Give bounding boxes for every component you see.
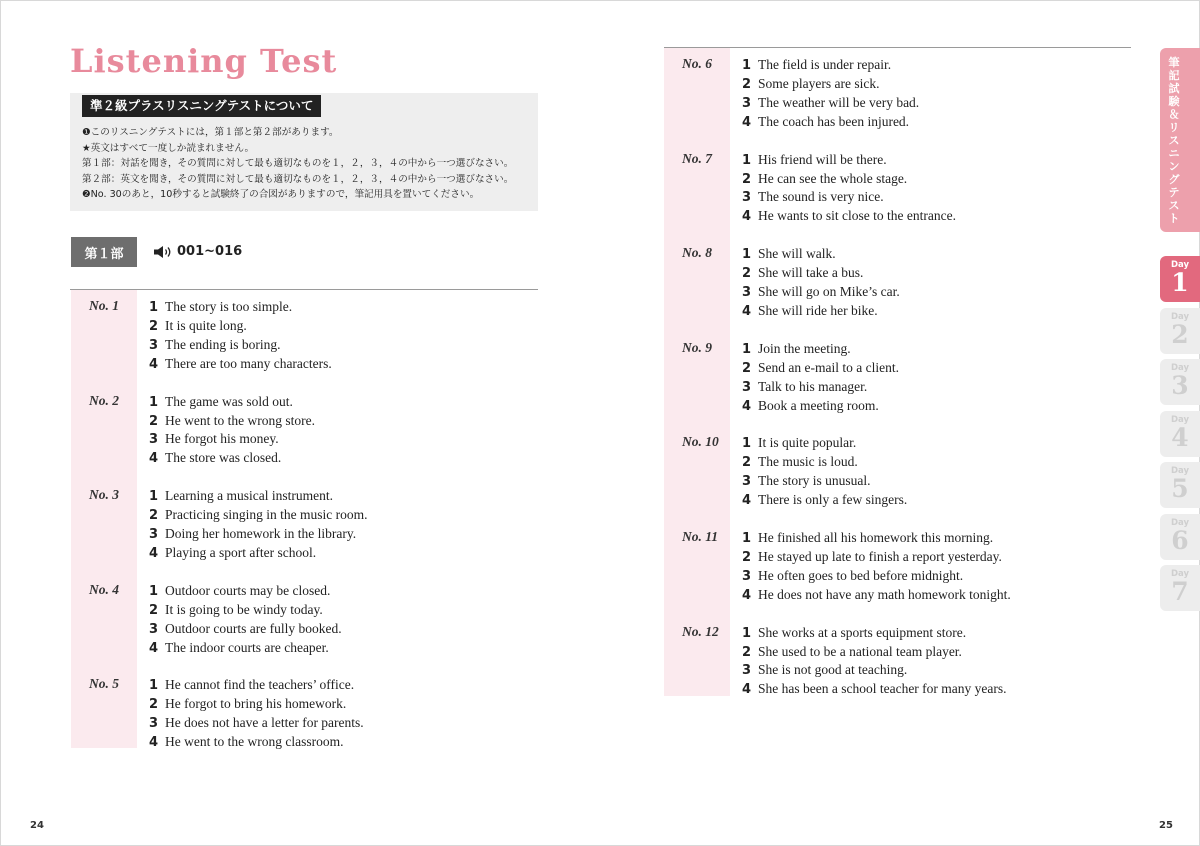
answer-option (742, 93, 919, 113)
option-text: Learning a musical instrument. (165, 488, 333, 504)
answer-option (742, 244, 836, 264)
option-text: He cannot find the teachers’ office. (165, 677, 355, 693)
answer-option (742, 301, 878, 321)
option-number: 1 (149, 394, 159, 410)
answer-option (149, 448, 281, 468)
option-number: 3 (742, 285, 752, 300)
option-text: He often goes to bed before midnight. (758, 567, 964, 583)
option-number: 1 (742, 625, 752, 641)
option-number: 2 (742, 266, 752, 282)
answer-option (742, 452, 858, 472)
page-number-left: 24 (30, 820, 44, 831)
option-text: Playing a sport after school. (165, 544, 317, 560)
option-number: 1 (149, 678, 159, 694)
option-text: The store was closed. (165, 450, 282, 466)
option-text: It is going to be windy today. (165, 601, 323, 617)
instruction-line: ★英文はすべて一度しか読まれません。 (82, 142, 255, 154)
answer-option (149, 619, 342, 639)
question-number: No. 6 (682, 56, 712, 71)
answer-option (742, 679, 1007, 699)
option-number: 4 (742, 114, 752, 130)
option-number: 2 (742, 360, 752, 376)
instruction-line: 第２部：英文を聞き，その質問に対して最も適切なものを１，２，３，４の中から一つ選びなさい。 (82, 173, 514, 185)
answer-option (149, 316, 247, 336)
option-text: She will take a bus. (758, 265, 864, 281)
option-text: He forgot to bring his homework. (165, 696, 347, 712)
day-tab-label: Day (1170, 260, 1190, 270)
option-text: Outdoor courts are fully booked. (165, 620, 342, 636)
option-text: It is quite popular. (758, 435, 857, 451)
option-number: 4 (149, 640, 159, 656)
divider (664, 47, 1131, 48)
day-tab-label: Day (1170, 517, 1190, 528)
option-number: 3 (149, 621, 159, 637)
option-number: 3 (742, 379, 752, 395)
option-text: She will walk. (758, 246, 836, 262)
option-text: He does not have any math homework tonight. (758, 586, 1011, 602)
option-text: The ending is boring. (165, 336, 281, 352)
day-tab-number: 7 (1171, 577, 1189, 606)
answer-option (742, 547, 1002, 567)
option-text: Talk to his manager. (758, 378, 868, 394)
option-number: 3 (742, 190, 752, 206)
answer-option (742, 55, 891, 75)
answer-option (149, 392, 293, 412)
option-text: He went to the wrong store. (165, 412, 315, 428)
answer-option (742, 377, 867, 397)
question-number: No. 7 (682, 150, 712, 166)
option-number: 4 (149, 735, 159, 751)
option-number: 4 (149, 545, 159, 561)
option-text: Send an e-mail to a client. (758, 359, 899, 375)
option-number: 4 (742, 682, 752, 698)
option-number: 1 (742, 531, 752, 546)
option-text: The weather will be very bad. (758, 94, 920, 110)
option-number: 2 (149, 413, 159, 429)
option-text: Join the meeting. (758, 340, 851, 356)
option-number: 4 (149, 356, 159, 372)
option-text: Practicing singing in the music room. (165, 507, 368, 523)
instructions-lines (82, 125, 513, 203)
question-number: No. 9 (682, 339, 712, 355)
option-text: The story is too simple. (165, 299, 293, 314)
answer-option (149, 297, 292, 317)
option-text: He can see the whole stage. (758, 170, 908, 186)
option-number: 2 (742, 76, 752, 92)
answer-option (149, 335, 280, 355)
option-text: He wants to sit close to the entrance. (758, 208, 956, 224)
option-number: 1 (742, 341, 752, 357)
option-text: Book a meeting room. (758, 397, 879, 413)
answer-option (742, 206, 956, 226)
question-number: No. 11 (682, 529, 719, 544)
option-number: 2 (742, 549, 752, 565)
option-text: There are too many characters. (165, 355, 332, 371)
answer-option (742, 282, 900, 302)
question-number: No. 12 (682, 623, 719, 639)
option-number: 2 (742, 455, 752, 471)
answer-option (149, 713, 364, 733)
day-tab-label: Day (1170, 414, 1190, 425)
option-number: 1 (149, 583, 159, 599)
option-number: 4 (149, 451, 159, 467)
option-number: 3 (149, 527, 159, 542)
answer-option (742, 566, 963, 586)
answer-option (149, 429, 279, 449)
option-number: 4 (742, 587, 752, 603)
option-text: She is not good at teaching. (758, 662, 908, 678)
day-tab-label: Day (1170, 363, 1190, 373)
answer-option (742, 396, 879, 416)
instruction-line: ❶このリスニングテストには，第１部と第２部があります。 (82, 127, 339, 138)
option-text: She will go on Mike’s car. (758, 284, 900, 299)
option-text: She will ride her bike. (758, 302, 878, 318)
page-number-right: 25 (1159, 820, 1173, 831)
audio-track[interactable] (153, 244, 242, 259)
option-text: Some players are sick. (758, 75, 880, 91)
option-number: 2 (149, 697, 159, 713)
day-tab-number: 3 (1171, 371, 1189, 400)
option-number: 3 (742, 663, 752, 679)
option-number: 3 (149, 432, 159, 448)
day-tab-number: 6 (1171, 525, 1189, 555)
option-number: 1 (149, 300, 159, 315)
option-text: She works at a sports equipment store. (758, 624, 967, 640)
option-text: The coach has been injured. (758, 113, 910, 129)
day-tab-4[interactable] (1160, 411, 1200, 457)
instructions-box (70, 93, 538, 211)
option-number: 4 (742, 209, 752, 225)
answer-option (149, 411, 315, 431)
question-number: No. 2 (89, 392, 119, 408)
day-tab-1[interactable] (1160, 256, 1200, 302)
page-title: Listening Test (70, 42, 338, 80)
option-text: Outdoor courts may be closed. (165, 582, 331, 598)
option-text: The game was sold out. (165, 393, 293, 409)
instructions-heading: 準２級プラスリスニングテストについて (82, 95, 321, 117)
option-number: 1 (742, 247, 752, 263)
answer-option (742, 642, 962, 662)
question-number: No. 3 (89, 487, 119, 503)
option-text: He went to the wrong classroom. (165, 734, 344, 750)
question-number: No. 1 (89, 298, 119, 313)
answer-option (149, 505, 367, 525)
answer-option (742, 585, 1011, 605)
option-text: He does not have a letter for parents. (165, 715, 364, 731)
answer-option (149, 600, 323, 620)
option-number: 3 (742, 95, 752, 111)
answer-option (149, 675, 354, 695)
day-tab-3[interactable] (1160, 359, 1200, 405)
answer-option (742, 150, 887, 170)
answer-option (742, 263, 863, 283)
answer-option (742, 433, 856, 453)
option-text: She used to be a national team player. (758, 643, 962, 659)
option-number: 1 (149, 489, 159, 505)
audio-range: 001~016 (177, 244, 243, 259)
option-number: 4 (742, 493, 752, 509)
day-tab-label: Day (1170, 311, 1190, 322)
option-text: His friend will be there. (758, 151, 887, 167)
day-tab-label: Day (1170, 569, 1190, 579)
speaker-icon (153, 245, 173, 259)
option-number: 1 (742, 152, 752, 168)
answer-option (149, 581, 330, 601)
option-text: He forgot his money. (165, 431, 279, 447)
instruction-line: 第１部：対話を聞き，その質問に対して最も適切なものを１，２，３，４の中から一つ選びなさい。 (82, 158, 514, 170)
option-number: 3 (742, 568, 752, 584)
instruction-line: ❷No. 30のあと，10秒すると試験終了の合図がありますので，筆記用具を置いてください。 (82, 189, 480, 201)
day-tab-label: Day (1170, 466, 1190, 476)
option-text: There is only a few singers. (758, 492, 908, 508)
option-number: 2 (742, 171, 752, 187)
option-number: 4 (742, 398, 752, 414)
option-number: 2 (742, 644, 752, 660)
option-text: She has been a school teacher for many years. (758, 681, 1007, 697)
option-text: The field is under repair. (758, 57, 892, 72)
option-text: The music is loud. (758, 454, 858, 470)
option-number: 2 (149, 318, 159, 334)
answer-option (742, 623, 966, 643)
option-number: 3 (149, 337, 159, 353)
answer-option (149, 638, 329, 658)
day-tab-number: 4 (1171, 422, 1189, 452)
option-text: It is quite long. (165, 317, 247, 333)
answer-option (742, 358, 899, 378)
option-text: Doing her homework in the library. (165, 526, 357, 541)
day-tab-5[interactable] (1160, 462, 1200, 508)
answer-option (742, 528, 993, 548)
option-number: 2 (149, 602, 159, 618)
answer-option (742, 187, 884, 207)
option-number: 4 (742, 303, 752, 319)
answer-option (742, 660, 907, 680)
answer-option (742, 471, 871, 491)
answer-option (742, 490, 907, 510)
option-number: 3 (149, 716, 159, 732)
option-text: The indoor courts are cheaper. (165, 639, 329, 655)
day-tab-number: 2 (1171, 319, 1189, 349)
answer-option (149, 543, 316, 563)
section-side-tab-label: 筆記試験＆リスニングテスト (1168, 56, 1180, 225)
answer-option (149, 694, 346, 714)
part-label: 第１部 (71, 237, 137, 267)
option-number: 1 (742, 58, 752, 73)
day-tab-number: 1 (1171, 268, 1189, 297)
option-number: 1 (742, 436, 752, 452)
day-tab-2[interactable] (1160, 308, 1200, 354)
answer-option (742, 169, 907, 189)
answer-option (149, 524, 356, 544)
option-text: He stayed up late to finish a report yesterday. (758, 548, 1002, 564)
question-number: No. 4 (89, 581, 119, 597)
option-text: He finished all his homework this morning. (758, 530, 994, 545)
answer-option (149, 354, 332, 374)
day-tab-6[interactable] (1160, 514, 1200, 560)
question-number: No. 8 (682, 245, 712, 261)
day-tab-number: 5 (1171, 474, 1189, 503)
option-number: 3 (742, 474, 752, 490)
answer-option (742, 339, 851, 359)
answer-option (149, 732, 343, 752)
option-text: The sound is very nice. (758, 189, 884, 205)
option-number: 2 (149, 508, 159, 524)
question-number: No. 5 (89, 676, 119, 692)
answer-option (149, 486, 333, 506)
answer-option (742, 112, 909, 132)
question-number-column (664, 48, 730, 696)
day-tab-7[interactable] (1160, 565, 1200, 611)
option-text: The story is unusual. (758, 473, 871, 489)
answer-option (742, 74, 879, 94)
question-number: No. 10 (682, 434, 719, 450)
divider (70, 289, 538, 290)
